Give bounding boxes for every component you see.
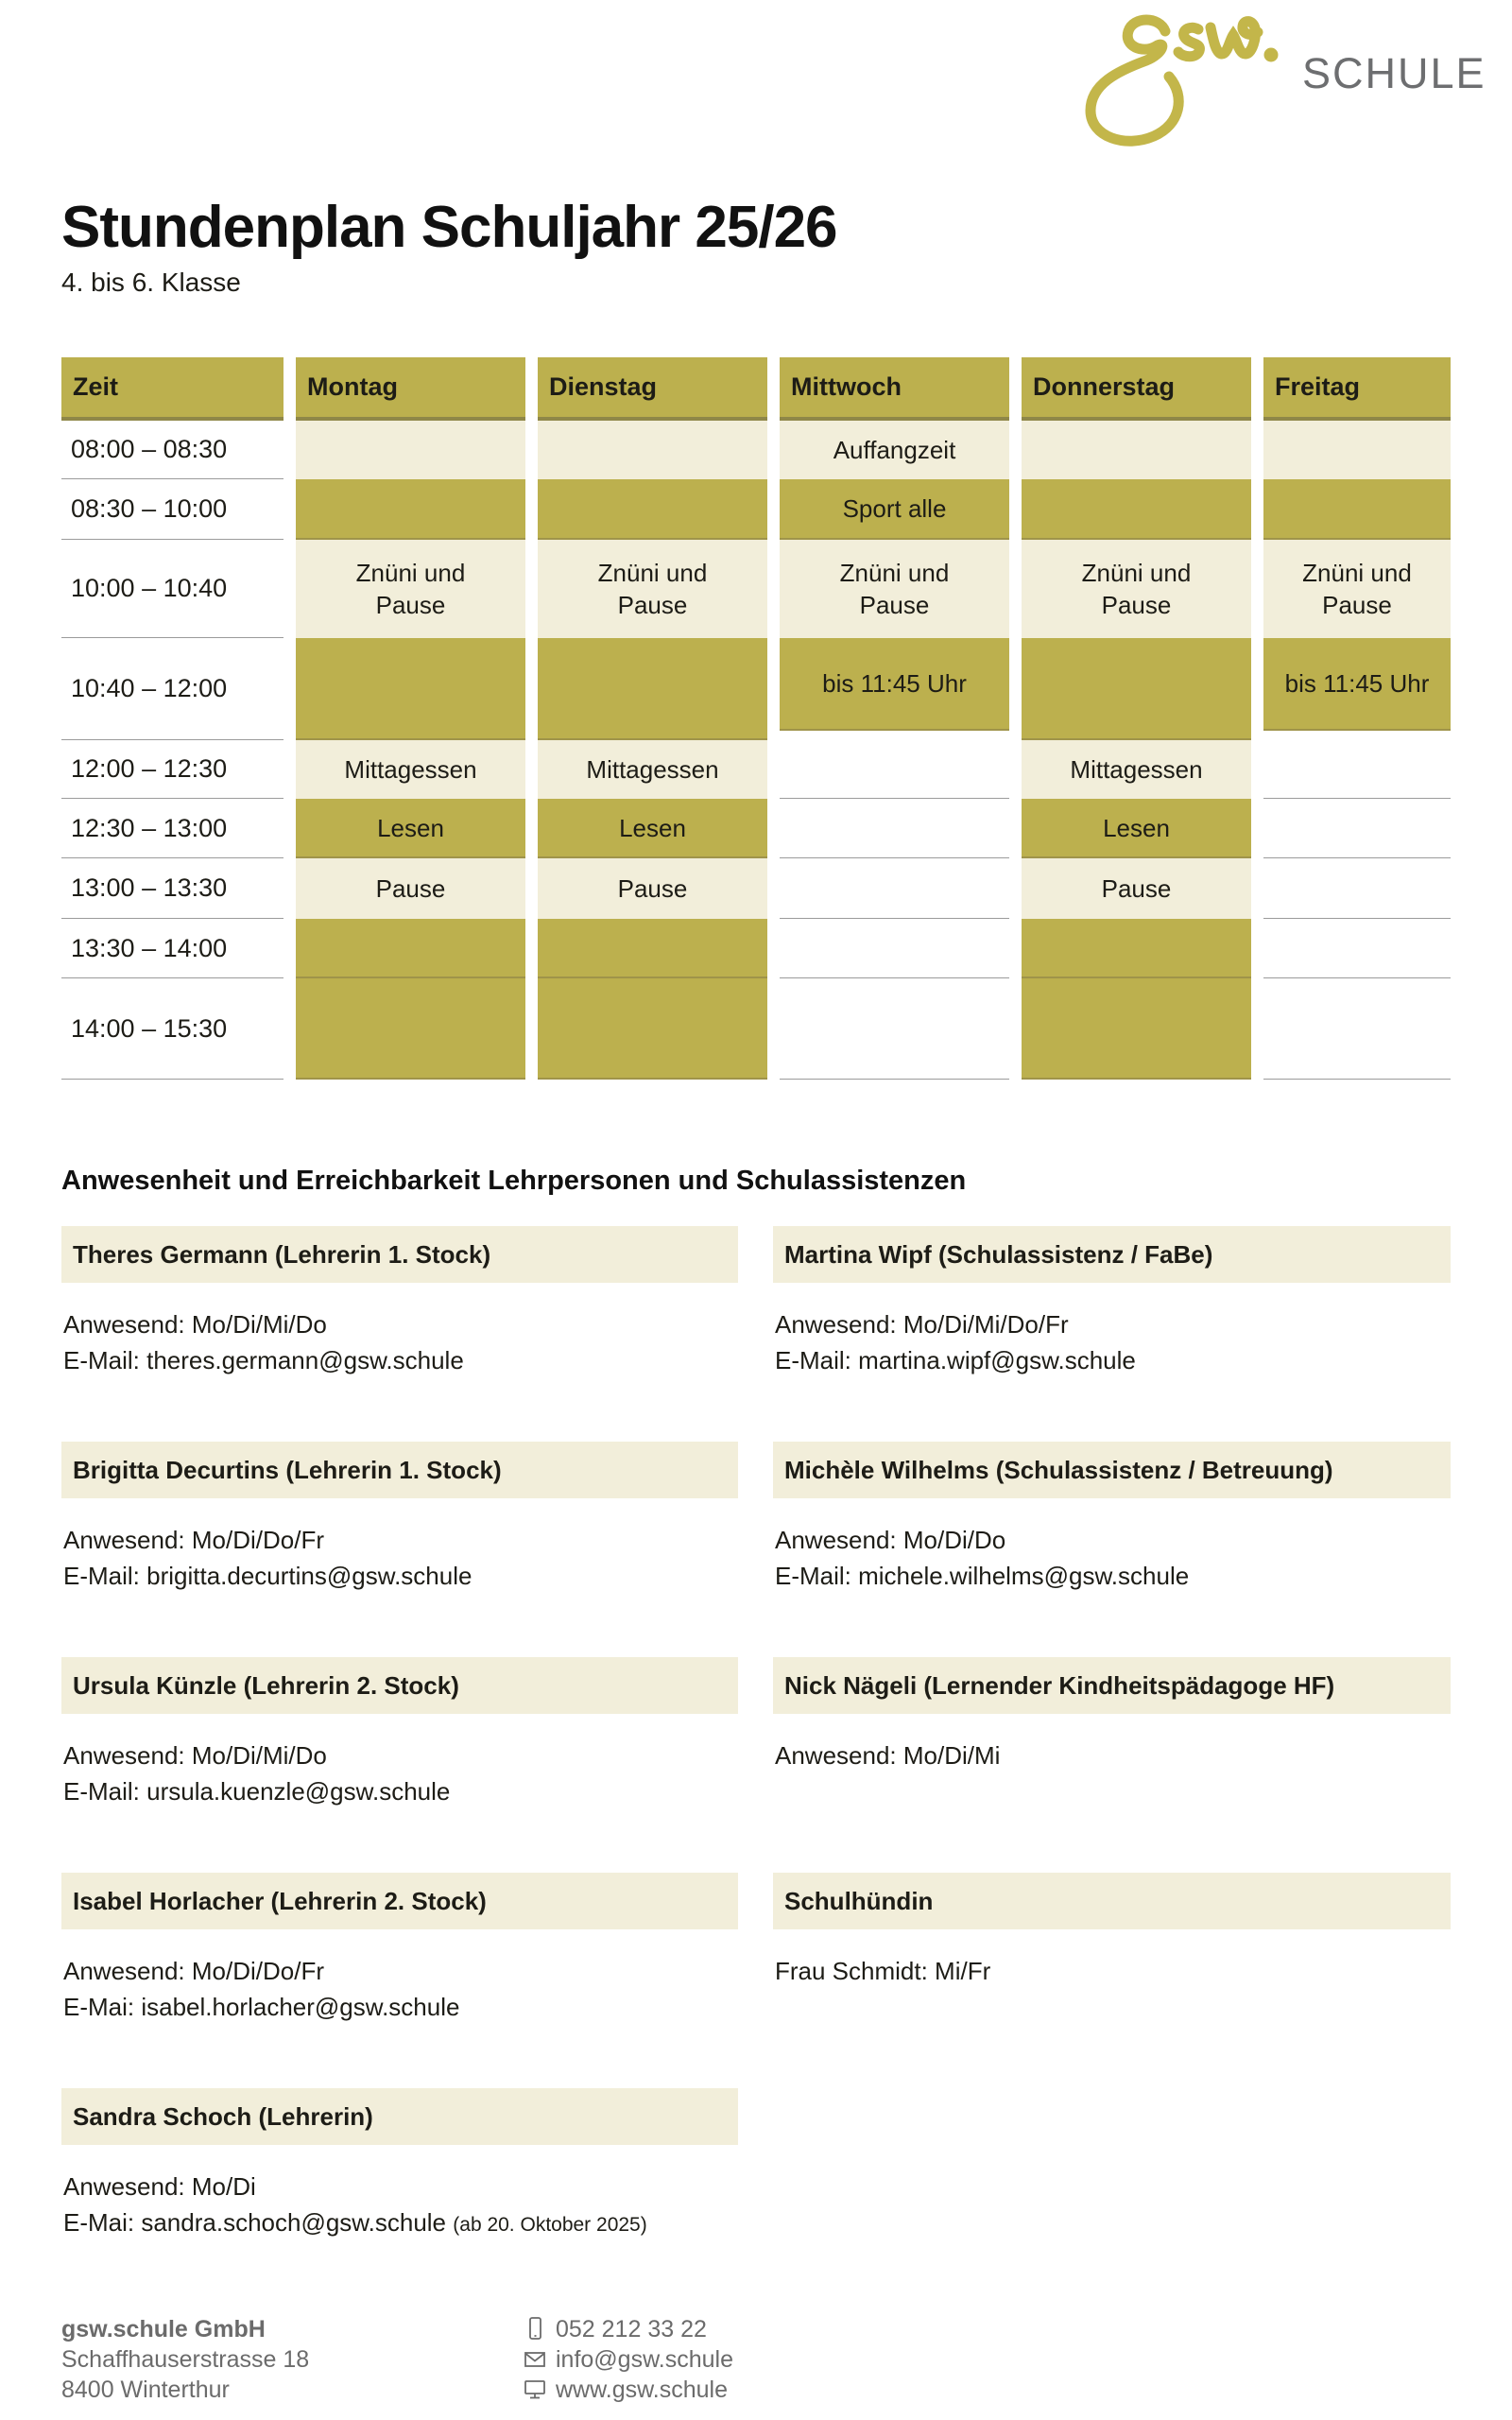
contact-card [773,1873,1451,2062]
contact-cards [61,1226,1451,2277]
cell-di: Pause [538,858,767,919]
cell-mo: Pause [296,858,525,919]
website-icon [523,2377,547,2403]
contact-name: Ursula Künzle (Lehrerin 2. Stock) [61,1657,738,1714]
contact-email: E-Mail: ursula.kuenzle@gsw.schule [63,1777,451,1806]
cell-di: Mittagessen [538,740,767,799]
cell-fr [1263,858,1451,919]
cell-mo [296,479,525,540]
time-label: 13:30 – 14:00 [61,919,284,978]
page-title: Stundenplan Schuljahr 25/26 [61,195,837,260]
cell-mi-fill: bis 11:45 Uhr [780,638,1009,731]
cell-mi [780,978,1009,1080]
cell-di [538,479,767,540]
logo-wordmark: SCHULE [1302,49,1486,97]
contact-name: Isabel Horlacher (Lehrerin 2. Stock) [61,1873,738,1929]
contact-card [773,1442,1451,1631]
col-header-donnerstag: Donnerstag [1022,357,1251,421]
time-label: 12:30 – 13:00 [61,799,284,858]
cell-mo [296,421,525,479]
col-header-zeit: Zeit [61,357,284,421]
contact-presence: Anwesend: Mo/Di/Do/Fr [63,1526,324,1554]
contact-card [61,1226,738,1415]
contact-name: Michèle Wilhelms (Schulassistenz / Betreuung) [773,1442,1451,1498]
cell-di: Lesen [538,799,767,858]
contact-name: Martina Wipf (Schulassistenz / FaBe) [773,1226,1451,1283]
cell-mi [780,799,1009,858]
contact-email: E-Mai: isabel.horlacher@gsw.schule [63,1993,460,2021]
gsw-schule-logo [1084,5,1486,151]
col-header-freitag: Freitag [1263,357,1451,421]
contact-card [61,1873,738,2062]
cell-mi [780,858,1009,919]
cell-fr [1263,740,1451,799]
footer-street: Schaffhauserstrasse 18 [61,2346,310,2373]
cell-mi: Sport alle [780,479,1009,540]
contact-presence: Anwesend: Mo/Di/Do [775,1526,1006,1554]
contact-name: Nick Nägeli (Lernender Kindheitspädagoge HF) [773,1657,1451,1714]
cell-do [1022,978,1251,1080]
contact-email: E-Mail: theres.germann@gsw.schule [63,1346,464,1374]
cell-mo [296,978,525,1080]
cell-do: Mittagessen [1022,740,1251,799]
contact-name: Sandra Schoch (Lehrerin) [61,2088,738,2145]
time-label: 12:00 – 12:30 [61,740,284,799]
contact-name: Theres Germann (Lehrerin 1. Stock) [61,1226,738,1283]
cell-mo: Mittagessen [296,740,525,799]
footer-phone: 052 212 33 22 [556,2316,707,2342]
cell-fr [1263,799,1451,858]
cell-do: Pause [1022,858,1251,919]
contact-presence: Anwesend: Mo/Di/Mi [775,1741,1001,1770]
contact-name: Brigitta Decurtins (Lehrerin 1. Stock) [61,1442,738,1498]
cell-mi: Auffangzeit [780,421,1009,479]
contact-email: E-Mail: michele.wilhelms@gsw.schule [775,1562,1190,1590]
footer-email: info@gsw.schule [556,2346,733,2373]
col-header-montag: Montag [296,357,525,421]
contact-name: Schulhündin [773,1873,1451,1929]
footer-company: gsw.schule GmbH [61,2316,266,2342]
cell-fr [1263,638,1451,740]
cell-do [1022,919,1251,978]
time-label: 08:00 – 08:30 [61,421,284,479]
cell-fr: Znüni und Pause [1263,540,1451,638]
cell-mi [780,638,1009,740]
cell-di [538,919,767,978]
contact-card [773,1226,1451,1415]
email-icon [523,2346,547,2373]
cell-mi: Znüni und Pause [780,540,1009,638]
contact-card [61,2088,738,2277]
contact-presence: Frau Schmidt: Mi/Fr [775,1957,991,1985]
cell-do [1022,479,1251,540]
cell-di [538,638,767,740]
section-heading: Anwesenheit und Erreichbarkeit Lehrpersonen und Schulassistenzen [61,1166,967,1196]
time-label: 08:30 – 10:00 [61,479,284,540]
contact-card [61,1657,738,1846]
contact-presence: Anwesend: Mo/Di/Mi/Do [63,1310,327,1339]
contact-card [773,1657,1451,1846]
contact-email: E-Mail: martina.wipf@gsw.schule [775,1346,1136,1374]
cell-do: Znüni und Pause [1022,540,1251,638]
timetable [61,357,1451,1080]
contact-email: E-Mail: brigitta.decurtins@gsw.schule [63,1562,472,1590]
contact-email: E-Mai: sandra.schoch@gsw.schule (ab 20. Oktober 2025) [63,2208,647,2237]
cell-di [538,978,767,1080]
cell-di [538,421,767,479]
cell-do: Lesen [1022,799,1251,858]
col-header-dienstag: Dienstag [538,357,767,421]
cell-mo [296,638,525,740]
contact-presence: Anwesend: Mo/Di [63,2172,256,2201]
cell-mi [780,919,1009,978]
page-subtitle: 4. bis 6. Klasse [61,268,241,297]
time-label: 10:40 – 12:00 [61,638,284,740]
contact-card [61,1442,738,1631]
cell-do [1022,638,1251,740]
cell-fr [1263,421,1451,479]
cell-fr [1263,919,1451,978]
time-label: 13:00 – 13:30 [61,858,284,919]
contact-email-note: (ab 20. Oktober 2025) [453,2214,647,2236]
time-label: 14:00 – 15:30 [61,978,284,1080]
cell-mo [296,919,525,978]
cell-di: Znüni und Pause [538,540,767,638]
cell-mo: Lesen [296,799,525,858]
footer-website: www.gsw.schule [556,2377,729,2403]
contact-presence: Anwesend: Mo/Di/Mi/Do/Fr [775,1310,1069,1339]
time-label: 10:00 – 10:40 [61,540,284,638]
cell-fr [1263,479,1451,540]
cell-fr-fill: bis 11:45 Uhr [1263,638,1451,731]
col-header-mittwoch: Mittwoch [780,357,1009,421]
gsw-script-icon [1084,5,1301,151]
footer-city: 8400 Winterthur [61,2377,230,2403]
cell-do [1022,421,1251,479]
cell-mi [780,740,1009,799]
cell-fr [1263,978,1451,1080]
phone-icon [523,2316,547,2342]
contact-presence: Anwesend: Mo/Di/Mi/Do [63,1741,327,1770]
cell-mo: Znüni und Pause [296,540,525,638]
contact-presence: Anwesend: Mo/Di/Do/Fr [63,1957,324,1985]
